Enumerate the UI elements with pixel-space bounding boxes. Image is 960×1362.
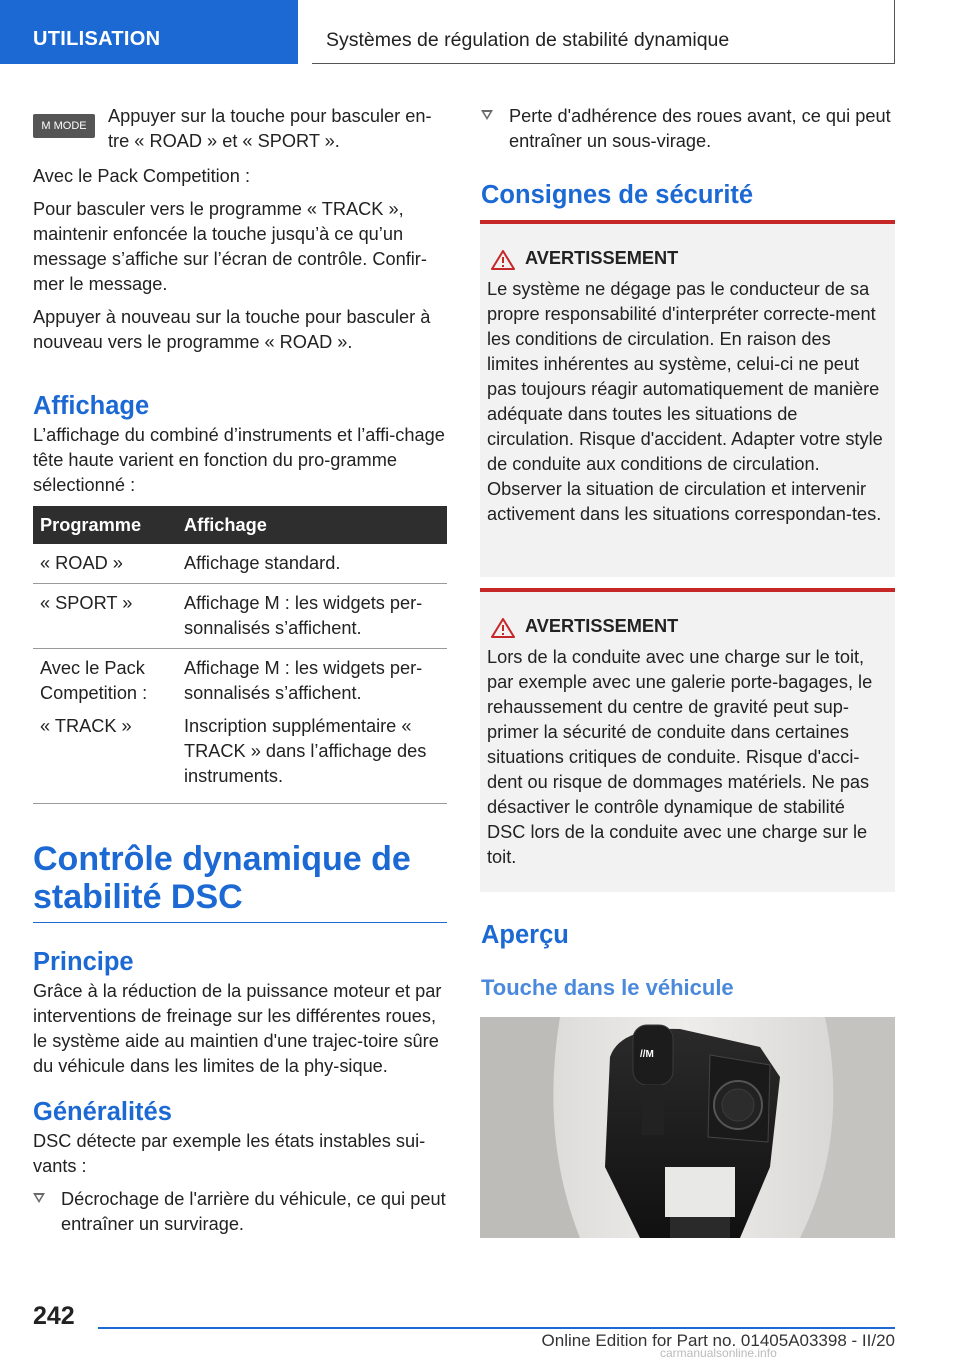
table-cell-text: « TRACK » <box>40 716 132 736</box>
table-header-programme: Programme <box>33 506 177 544</box>
list-item <box>481 104 895 154</box>
table-cell-text: Avec le Pack Competition : <box>40 658 148 703</box>
table-header-affichage: Affichage <box>177 506 447 544</box>
footer-rule <box>98 1327 895 1329</box>
watermark: carmanualsonline.info <box>660 1346 777 1360</box>
table-cell-text: Inscription supplémentaire « TRACK » dans l’affichage des instruments. <box>184 716 427 786</box>
intro-paragraph: Appuyer sur la touche pour basculer en-tre « ROAD » et « SPORT ». <box>108 106 432 151</box>
table-cell: Affichage standard. <box>177 544 447 584</box>
consignes-heading: Consignes de sécurité <box>481 181 754 209</box>
warning-triangle-icon <box>490 249 516 271</box>
warning-title: AVERTISSEMENT <box>525 248 679 268</box>
warning-triangle-icon <box>490 617 516 639</box>
warning-box-2 <box>480 588 895 892</box>
dsc-heading: Contrôle dynamique de stabilité DSC <box>33 840 447 923</box>
generalites-heading: Généralités <box>33 1098 172 1126</box>
apercu-heading: Aperçu <box>481 921 569 949</box>
chapter-header <box>312 0 895 64</box>
generalites-paragraph: DSC détecte par exemple les états instables sui-vants : <box>33 1131 426 1176</box>
table-cell: Affichage M : les widgets per-sonnalisés s’affichent. <box>177 584 447 649</box>
left-column <box>33 104 449 1237</box>
table-row <box>33 584 447 649</box>
triangle-bullet-icon <box>481 110 493 120</box>
principe-paragraph: Grâce à la réduction de la puissance moteur et par interventions de freinage sur les différentes roues, le système aide au maintien d'une trajec-toire sûre du véhicule dans les limites de la phy-sique. <box>33 981 442 1076</box>
table-cell-text: Affichage M : les widgets per-sonnalisés s’affichent. <box>184 658 423 703</box>
list-item-text: Perte d'adhérence des roues avant, ce qui peut entraîner un sous-virage. <box>509 106 891 151</box>
table-cell <box>177 649 447 804</box>
affichage-heading: Affichage <box>33 392 150 420</box>
page-number: 242 <box>33 1302 75 1330</box>
section-tab <box>0 0 298 64</box>
center-console-photo <box>480 1017 895 1238</box>
table-cell: « SPORT » <box>33 584 177 649</box>
chapter-title: Systèmes de régulation de stabilité dynamique <box>326 29 730 51</box>
touche-heading: Touche dans le véhicule <box>481 975 734 1000</box>
warning-text: Le système ne dégage pas le conducteur de sa propre responsabilité d'interpréter correcte-ment les conditions de circulation. En raison des limites inhérentes au système, celui-ci ne peut pas toujours réagir automatiquement de manière adéquate dans toutes les situations de circulation. Risque d'accident. Adapter votre style de conduite aux conditions de circulation. Observer la situation de circulation et intervenir activement dans les situations correspondan-tes. <box>487 279 883 524</box>
track-paragraph: Pour basculer vers le programme « TRACK », maintenir enfoncée la touche jusqu’à ce qu’un message s’affiche sur l’écran de contrôle. Confir-mer le message. <box>33 199 427 294</box>
road-paragraph: Appuyer à nouveau sur la touche pour basculer à nouveau vers le programme « ROAD ». <box>33 307 431 352</box>
principe-heading: Principe <box>33 948 134 976</box>
pack-paragraph: Avec le Pack Competition : <box>33 166 251 186</box>
table-cell <box>33 649 177 804</box>
table-row <box>33 544 447 584</box>
warning-title: AVERTISSEMENT <box>525 616 679 636</box>
list-item <box>33 1187 449 1237</box>
table-header-row <box>33 506 447 544</box>
warning-box-1 <box>480 220 895 577</box>
table-cell: « ROAD » <box>33 544 177 584</box>
m-mode-button-icon: M MODE <box>33 114 95 138</box>
section-label: UTILISATION <box>33 28 161 50</box>
warning-text: Lors de la conduite avec une charge sur le toit, par exemple avec une galerie porte-bagages, le rehaussement du centre de gravité peut sup-primer la sécurité de conduite dans certaines situations critiques de conduite. Risque d'acci-dent ou risque de dommages matériels. Ne pas désactiver le contrôle dynamique de stabilité DSC lors de la conduite avec une charge sur le toit. <box>487 647 873 867</box>
program-table <box>33 506 447 804</box>
list-item-text: Décrochage de l'arrière du véhicule, ce qui peut entraîner un survirage. <box>61 1189 446 1234</box>
affichage-paragraph: L’affichage du combiné d’instruments et l’affi-chage tête haute varient en fonction du pro-gramme sélectionné : <box>33 425 445 495</box>
right-column <box>481 104 895 210</box>
triangle-bullet-icon <box>33 1193 45 1203</box>
svg-text://M: //M <box>640 1049 654 1060</box>
edition-text: Online Edition for Part no. 01405A03398 - II/20 <box>541 1331 895 1350</box>
table-row <box>33 649 447 804</box>
